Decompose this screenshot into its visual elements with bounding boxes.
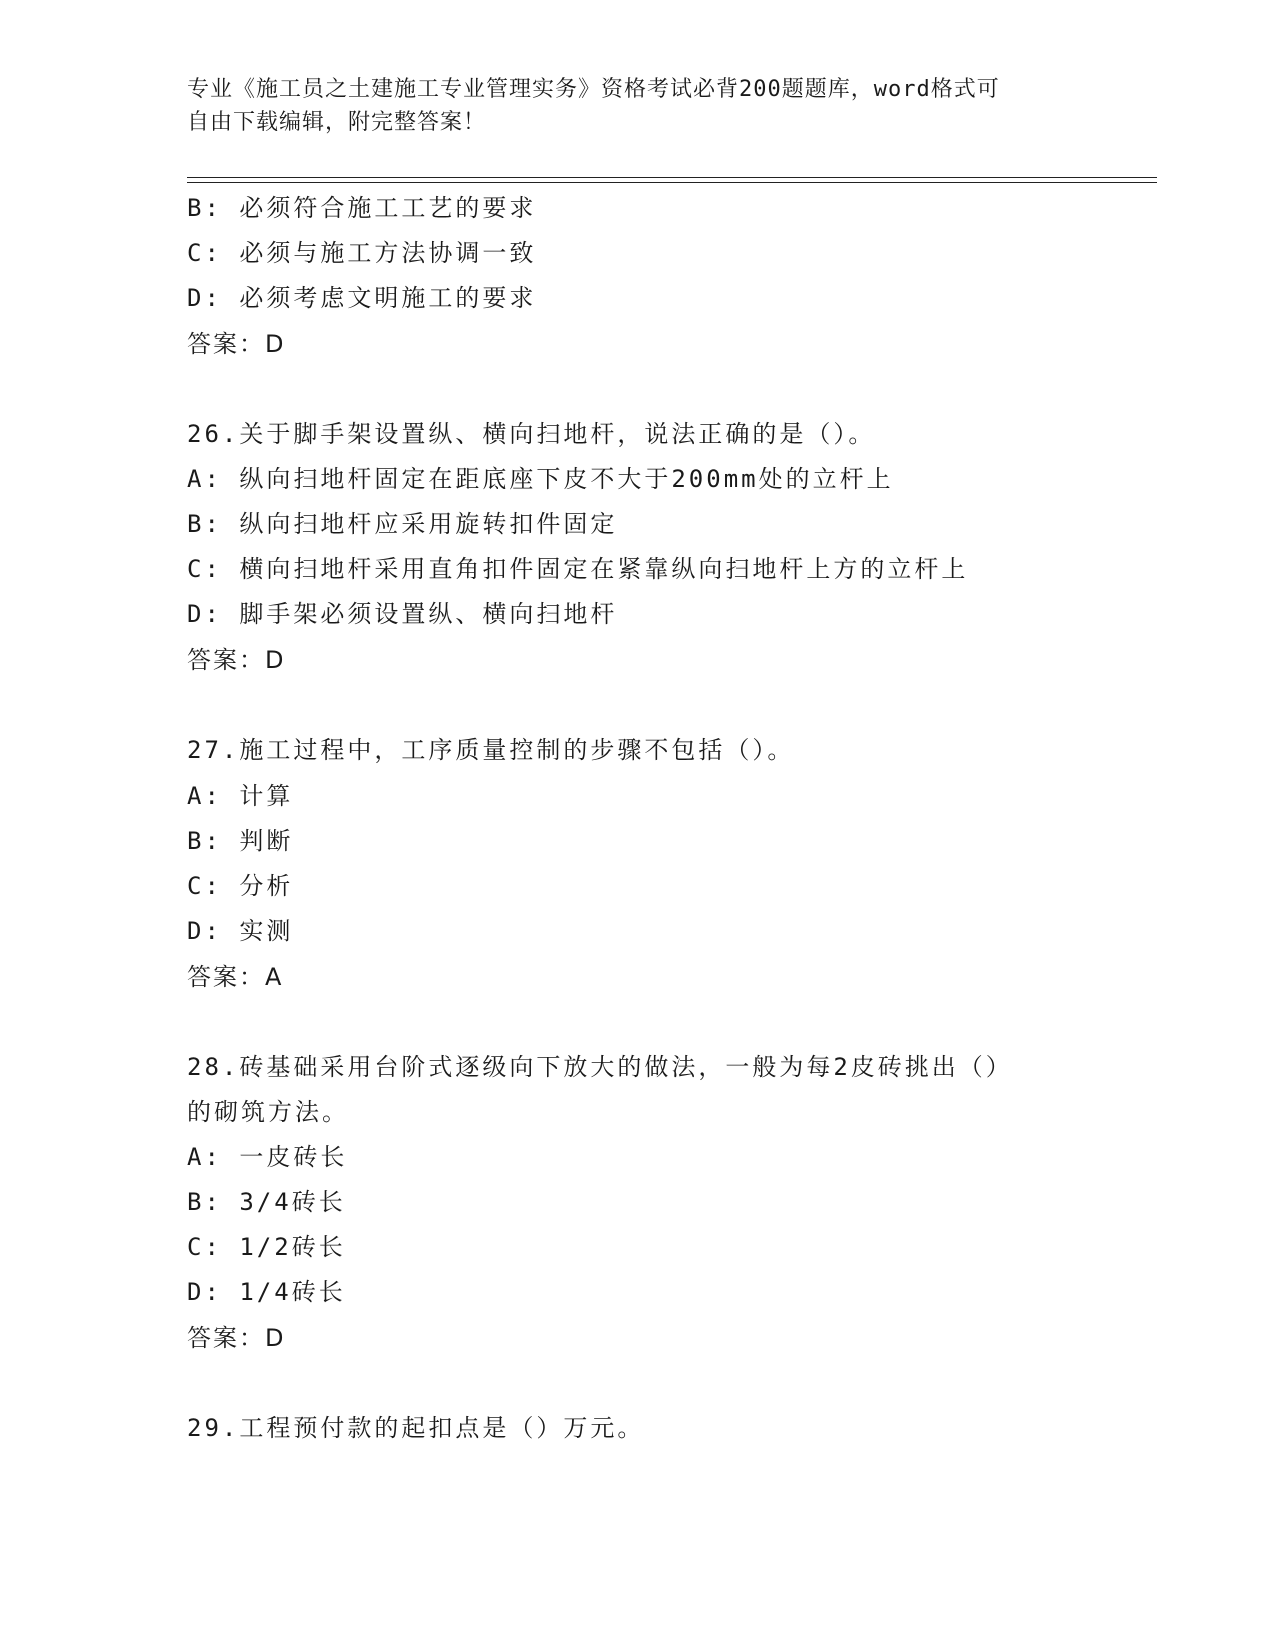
q27-option-c: C: 分析: [187, 872, 294, 900]
q27-option-d: D: 实测: [187, 917, 294, 945]
q26-question: 26.关于脚手架设置纵、横向扫地杆，说法正确的是（）。: [187, 420, 876, 448]
header-divider-bottom: [187, 182, 1157, 183]
q26-answer: 答案：D: [187, 646, 286, 674]
q27-question: 27.施工过程中，工序质量控制的步骤不包括（）。: [187, 736, 795, 764]
q28-option-b: B: 3/4砖长: [187, 1188, 346, 1216]
q28-option-c: C: 1/2砖长: [187, 1233, 346, 1261]
q25-option-d: D: 必须考虑文明施工的要求: [187, 284, 537, 312]
header-divider-top: [187, 177, 1157, 178]
q27-option-a: A: 计算: [187, 782, 294, 810]
q29-question: 29.工程预付款的起扣点是（）万元。: [187, 1414, 645, 1442]
header-line-1: 专业《施工员之土建施工专业管理实务》资格考试必背200题题库，word格式可: [187, 77, 1000, 102]
q25-answer: 答案：D: [187, 330, 286, 358]
q26-option-d: D: 脚手架必须设置纵、横向扫地杆: [187, 600, 618, 628]
q28-question-line-2: 的砌筑方法。: [187, 1098, 349, 1126]
q26-option-a: A: 纵向扫地杆固定在距底座下皮不大于200mm处的立杆上: [187, 465, 894, 493]
q28-option-d: D: 1/4砖长: [187, 1278, 346, 1306]
q25-option-b: B: 必须符合施工工艺的要求: [187, 194, 537, 222]
q27-option-b: B: 判断: [187, 827, 294, 855]
q28-option-a: A: 一皮砖长: [187, 1143, 348, 1171]
q26-option-b: B: 纵向扫地杆应采用旋转扣件固定: [187, 510, 618, 538]
q28-answer: 答案：D: [187, 1324, 286, 1352]
q27-answer: 答案：A: [187, 963, 284, 991]
q26-option-c: C: 横向扫地杆采用直角扣件固定在紧靠纵向扫地杆上方的立杆上: [187, 555, 969, 583]
q25-option-c: C: 必须与施工方法协调一致: [187, 239, 537, 267]
header-line-2: 自由下载编辑，附完整答案！: [187, 110, 487, 135]
document-header: [187, 73, 1067, 139]
q28-question-line-1: 28.砖基础采用台阶式逐级向下放大的做法，一般为每2皮砖挑出（）: [187, 1053, 1013, 1081]
